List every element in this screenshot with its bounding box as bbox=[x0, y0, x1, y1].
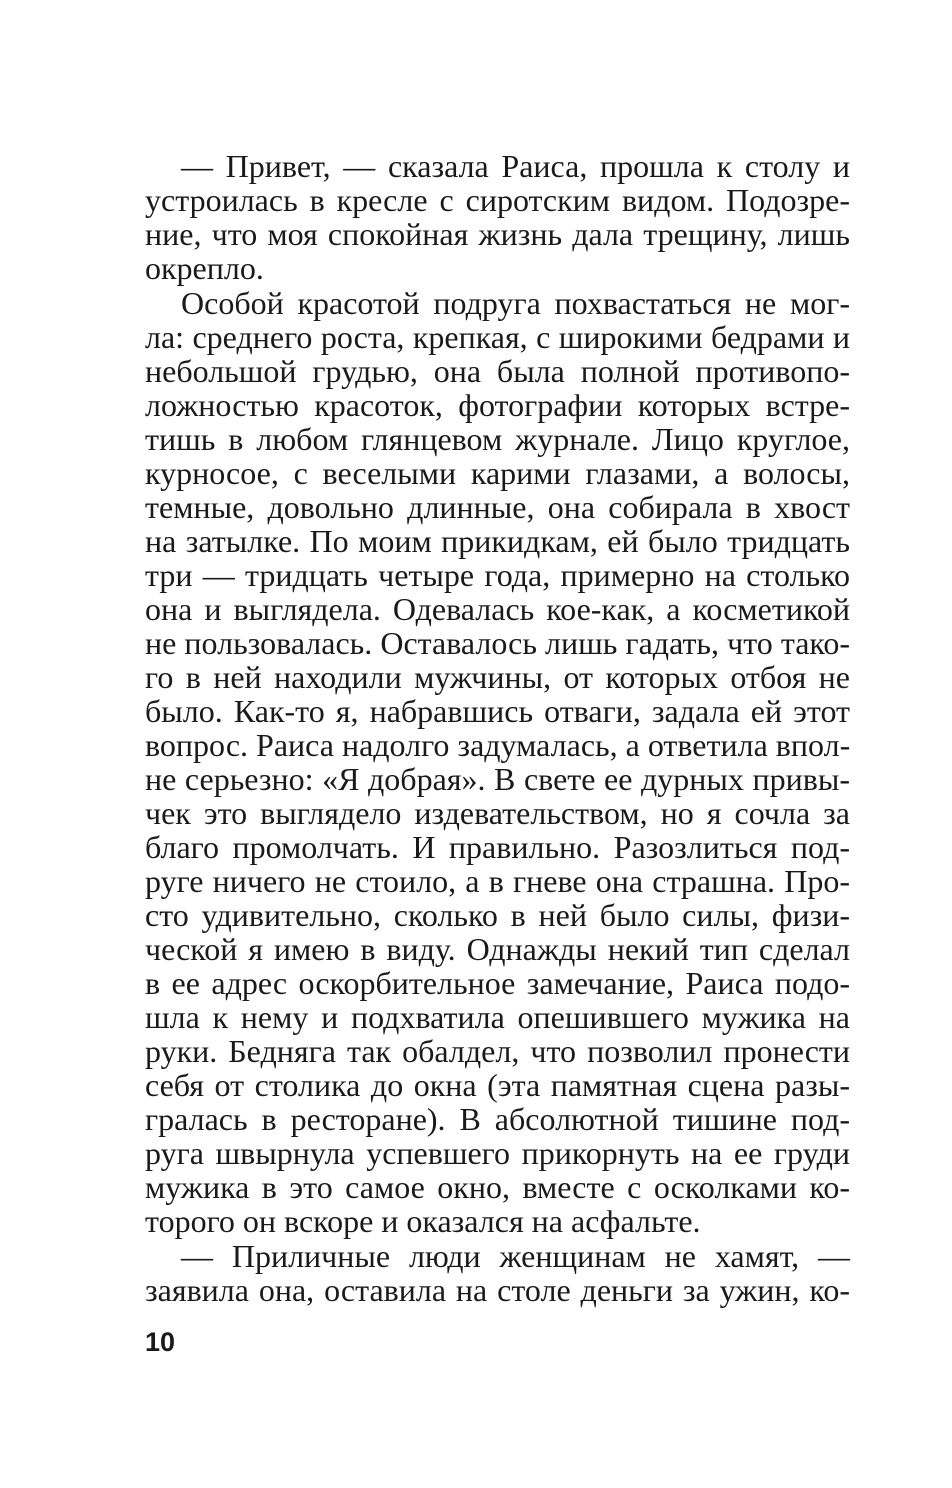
text-line-31: мужика в это самое окно, вместе с осколками ко- bbox=[145, 1169, 850, 1205]
text-line-11: темные, довольно длинные, она собирала в хвост bbox=[145, 489, 850, 525]
text-line-24: ческой я имею в виду. Однажды некий тип сделал bbox=[145, 931, 850, 967]
text-line-25: в ее адрес оскорбительное замечание, Раиса подо- bbox=[145, 965, 850, 1001]
text-line-15: не пользовалась. Оставалось лишь гадать, что тако- bbox=[145, 625, 850, 661]
text-line-5: Особой красотой подруга похвастаться не мог- bbox=[181, 285, 850, 321]
page-number: 10 bbox=[145, 1327, 176, 1357]
text-line-33: — Приличные люди женщинам не хамят, — bbox=[181, 1238, 850, 1274]
text-line-34: заявила она, оставила на столе деньги за ужин, ко- bbox=[145, 1272, 850, 1308]
text-line-14: она и выглядела. Одевалась кое-как, а косметикой bbox=[145, 591, 850, 627]
text-line-16: го в ней находили мужчины, от которых отбоя не bbox=[145, 659, 850, 695]
text-line-19: не серьезно: «Я добрая». В свете ее дурных привы- bbox=[145, 761, 850, 797]
text-line-27: руки. Бедняга так обалдел, что позволил пронести bbox=[145, 1033, 850, 1069]
text-line-22: руге ничего не стоило, а в гневе она страшна. Про- bbox=[145, 863, 850, 899]
text-line-13: три — тридцать четыре года, примерно на столько bbox=[145, 557, 850, 593]
text-line-8: ложностью красоток, фотографии которых встре- bbox=[145, 387, 850, 423]
text-line-4: окрепло. bbox=[145, 250, 264, 286]
text-line-12: на затылке. По моим прикидкам, ей было тридцать bbox=[145, 523, 850, 559]
text-line-28: себя от столика до окна (эта памятная сцена разы- bbox=[145, 1067, 850, 1103]
text-line-30: руга швырнула успевшего прикорнуть на ее груди bbox=[145, 1135, 850, 1171]
text-line-7: небольшой грудью, она была полной противопо- bbox=[145, 353, 850, 389]
text-line-3: ние, что моя спокойная жизнь дала трещину, лишь bbox=[145, 216, 850, 252]
text-line-6: ла: среднего роста, крепкая, с широкими бедрами и bbox=[145, 319, 850, 355]
text-line-23: сто удивительно, сколько в ней было силы, физи- bbox=[145, 897, 850, 933]
text-line-1: — Привет, — сказала Раиса, прошла к столу и bbox=[181, 148, 850, 184]
text-line-20: чек это выглядело издевательством, но я сочла за bbox=[145, 795, 850, 831]
text-line-32: торого он вскоре и оказался на асфальте. bbox=[145, 1203, 701, 1239]
text-line-2: устроилась в кресле с сиротским видом. Подозре- bbox=[145, 182, 850, 218]
text-line-9: тишь в любом глянцевом журнале. Лицо круглое, bbox=[145, 421, 850, 457]
text-line-17: было. Как-то я, набравшись отваги, задала ей этот bbox=[145, 693, 850, 729]
text-line-26: шла к нему и подхватила опешившего мужика на bbox=[145, 999, 850, 1035]
text-line-18: вопрос. Раиса надолго задумалась, а ответила впол- bbox=[145, 727, 851, 763]
text-line-29: гралась в ресторане). В абсолютной тишине под- bbox=[145, 1101, 850, 1137]
text-line-21: благо промолчать. И правильно. Разозлиться под- bbox=[145, 829, 850, 865]
text-line-10: курносое, с веселыми карими глазами, а волосы, bbox=[145, 455, 850, 491]
